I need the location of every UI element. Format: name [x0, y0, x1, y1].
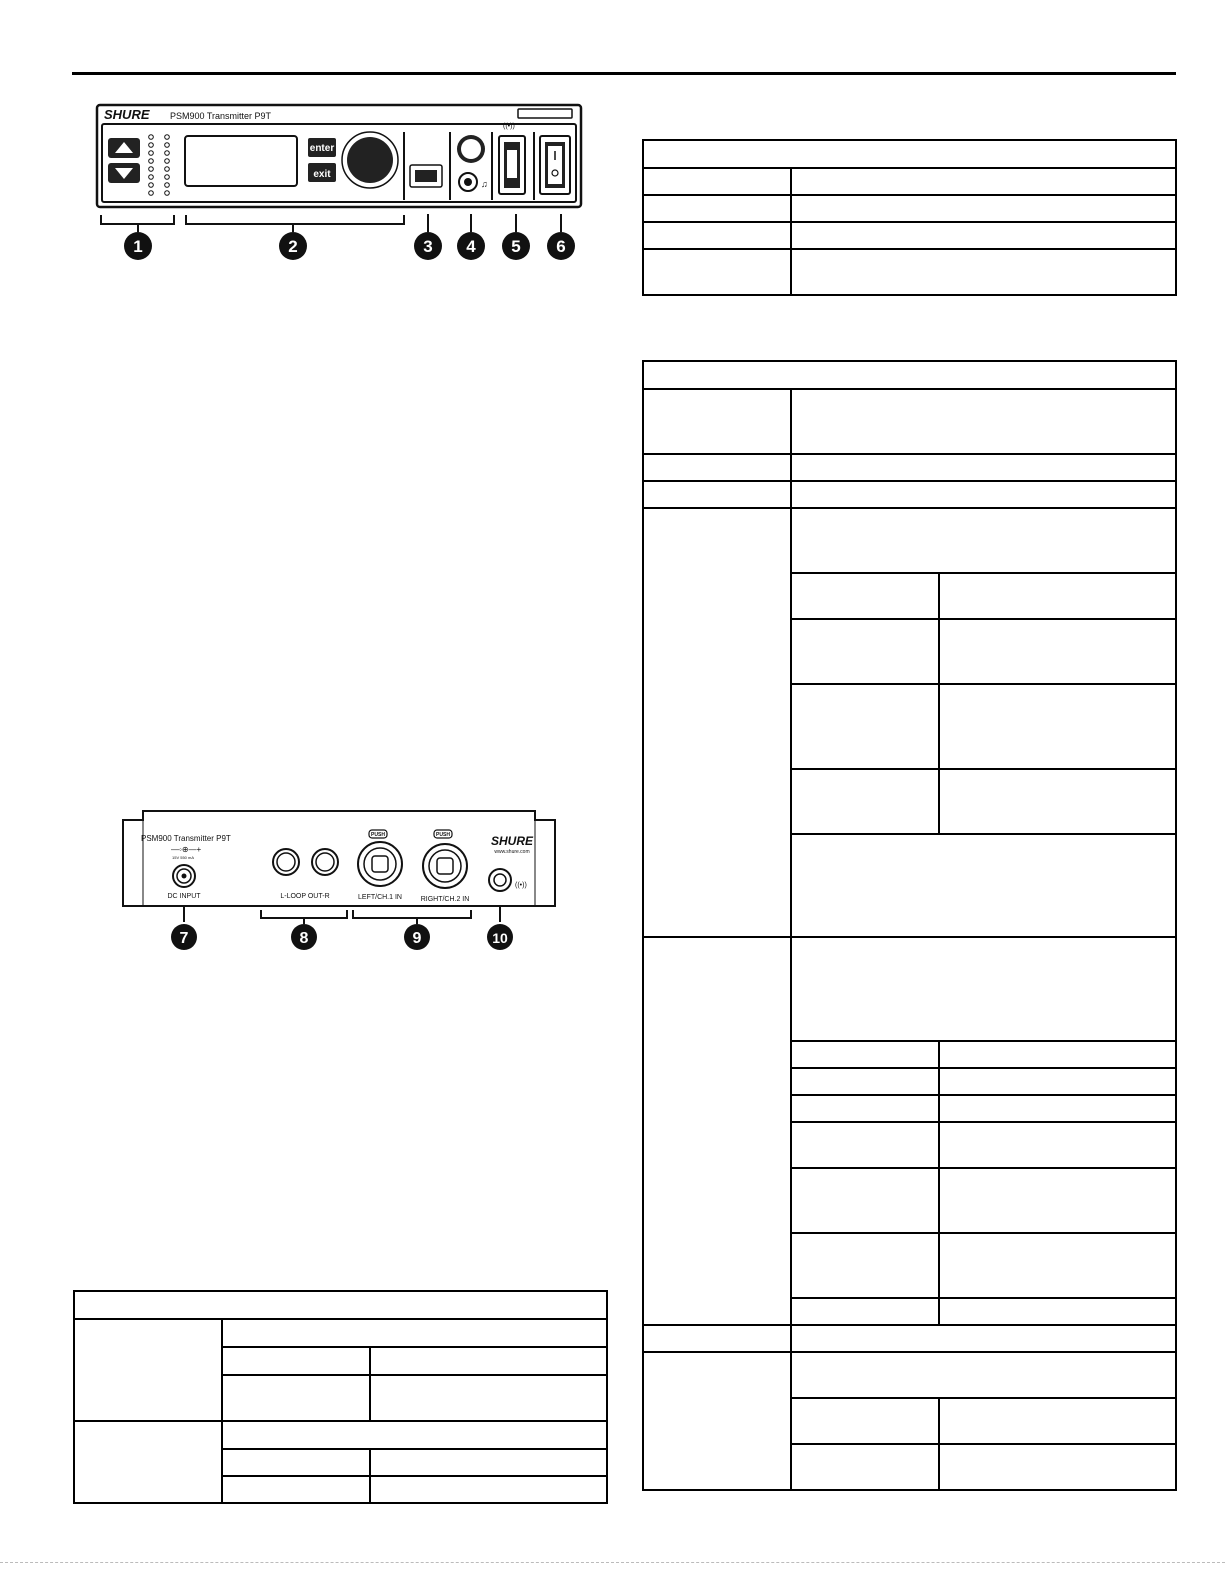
loop-out-label: L-LOOP OUT-R: [280, 893, 330, 900]
callout-5: [502, 232, 530, 260]
push-label-right: PUSH: [436, 832, 450, 838]
table-cell: [370, 1476, 607, 1503]
table-cell: [939, 684, 1176, 769]
table-cell: [643, 168, 791, 195]
spec-table-right-main: [642, 360, 1177, 1491]
push-label-left: PUSH: [371, 832, 385, 838]
rf-icon: ((•)): [503, 123, 515, 130]
table-cell: [643, 195, 791, 222]
table-cell: [222, 1347, 370, 1375]
svg-text:7: 7: [179, 930, 189, 947]
table-cell: [643, 222, 791, 249]
table-cell: [643, 508, 791, 937]
rear-model-label: PSM900 Transmitter P9T: [141, 834, 231, 843]
table-cell: [939, 1233, 1176, 1298]
table-cell: [791, 573, 939, 619]
callout-9: [404, 924, 430, 950]
svg-text:6: 6: [556, 237, 566, 256]
label-slot: [518, 109, 572, 118]
table-cell: [643, 454, 791, 481]
table-cell: [939, 1168, 1176, 1233]
table-cell: [939, 1068, 1176, 1095]
table-cell: [791, 684, 939, 769]
table-cell: [791, 168, 1176, 195]
table-cell: [791, 195, 1176, 222]
table-cell: [939, 1398, 1176, 1444]
table-cell: [643, 1325, 791, 1352]
callout-3: [414, 232, 442, 260]
dc-input-label: DC INPUT: [167, 893, 201, 900]
table-cell: [643, 249, 791, 295]
table-cell: [222, 1421, 607, 1449]
table-cell: [791, 619, 939, 684]
svg-text:3: 3: [423, 237, 433, 256]
svg-text:1: 1: [133, 237, 143, 256]
table-cell: [74, 1319, 222, 1421]
rear-website: www.shure.com: [494, 849, 530, 855]
table-cell: [791, 1398, 939, 1444]
headphone-icon: ♫: [481, 179, 488, 189]
table-cell: [939, 573, 1176, 619]
table-cell: [791, 1233, 939, 1298]
brand-logo: SHURE: [104, 107, 150, 122]
table-cell: [791, 1298, 939, 1325]
table-cell: [791, 937, 1176, 1041]
table-cell: [222, 1319, 607, 1347]
exit-button-label: exit: [313, 169, 331, 180]
callout-7: [171, 924, 197, 950]
table-cell: [791, 454, 1176, 481]
lcd-display: [185, 136, 297, 186]
table-cell: [939, 1122, 1176, 1168]
spec-table-right-top: [642, 139, 1177, 296]
header-rule: [72, 72, 1176, 75]
table-cell: [370, 1375, 607, 1421]
table-cell: [222, 1375, 370, 1421]
control-wheel-knob: [347, 137, 393, 183]
table-cell: [939, 769, 1176, 834]
front-panel-illustration: [90, 100, 590, 270]
table-cell: [791, 769, 939, 834]
callout-10: [487, 924, 513, 950]
table-cell: [791, 508, 1176, 573]
table-cell: [370, 1449, 607, 1476]
table-cell: [791, 1352, 1176, 1398]
table-cell: [791, 1168, 939, 1233]
table-cell: [791, 389, 1176, 454]
table-cell: [791, 481, 1176, 508]
callout-4: [457, 232, 485, 260]
table-header-cell: [643, 140, 1176, 168]
table-cell: [643, 937, 791, 1325]
table-cell: [791, 834, 1176, 937]
rear-rf-icon: ((•)): [515, 882, 527, 889]
left-in-label: LEFT/CH.1 IN: [358, 894, 402, 901]
table-cell: [74, 1421, 222, 1503]
table-header-cell: [74, 1291, 607, 1319]
dc-polarity-icon: —◦⊕—+: [171, 845, 202, 854]
rear-panel-illustration: [115, 808, 565, 958]
table-cell: [643, 389, 791, 454]
table-cell: [791, 1122, 939, 1168]
table-cell: [222, 1476, 370, 1503]
svg-text:8: 8: [299, 930, 309, 947]
table-cell: [939, 619, 1176, 684]
svg-text:2: 2: [288, 237, 298, 256]
table-cell: [939, 1444, 1176, 1490]
enter-button-label: enter: [309, 143, 335, 154]
right-in-label: RIGHT/CH.2 IN: [420, 896, 470, 903]
table-cell: [791, 1325, 1176, 1352]
table-cell: [791, 1041, 939, 1068]
svg-text:5: 5: [511, 237, 521, 256]
table-cell: [939, 1095, 1176, 1122]
svg-text:9: 9: [412, 930, 422, 947]
table-cell: [370, 1347, 607, 1375]
rear-brand-logo: SHURE: [490, 834, 534, 848]
table-cell: [643, 1352, 791, 1490]
table-cell: [791, 222, 1176, 249]
dc-rating: 15V 550 mA: [172, 855, 195, 860]
callout-6: [547, 232, 575, 260]
table-cell: [791, 249, 1176, 295]
table-cell: [939, 1298, 1176, 1325]
table-cell: [643, 481, 791, 508]
model-label: PSM900 Transmitter P9T: [170, 111, 272, 121]
svg-text:10: 10: [492, 930, 508, 946]
callout-1: [124, 232, 152, 260]
callout-2: [279, 232, 307, 260]
table-cell: [939, 1041, 1176, 1068]
table-cell: [222, 1449, 370, 1476]
table-cell: [791, 1444, 939, 1490]
table-cell: [791, 1095, 939, 1122]
svg-text:4: 4: [466, 237, 476, 256]
scan-edge: [0, 1562, 1225, 1563]
spec-table-left: [73, 1290, 608, 1504]
callout-8: [291, 924, 317, 950]
table-cell: [791, 1068, 939, 1095]
table-header-cell: [643, 361, 1176, 389]
